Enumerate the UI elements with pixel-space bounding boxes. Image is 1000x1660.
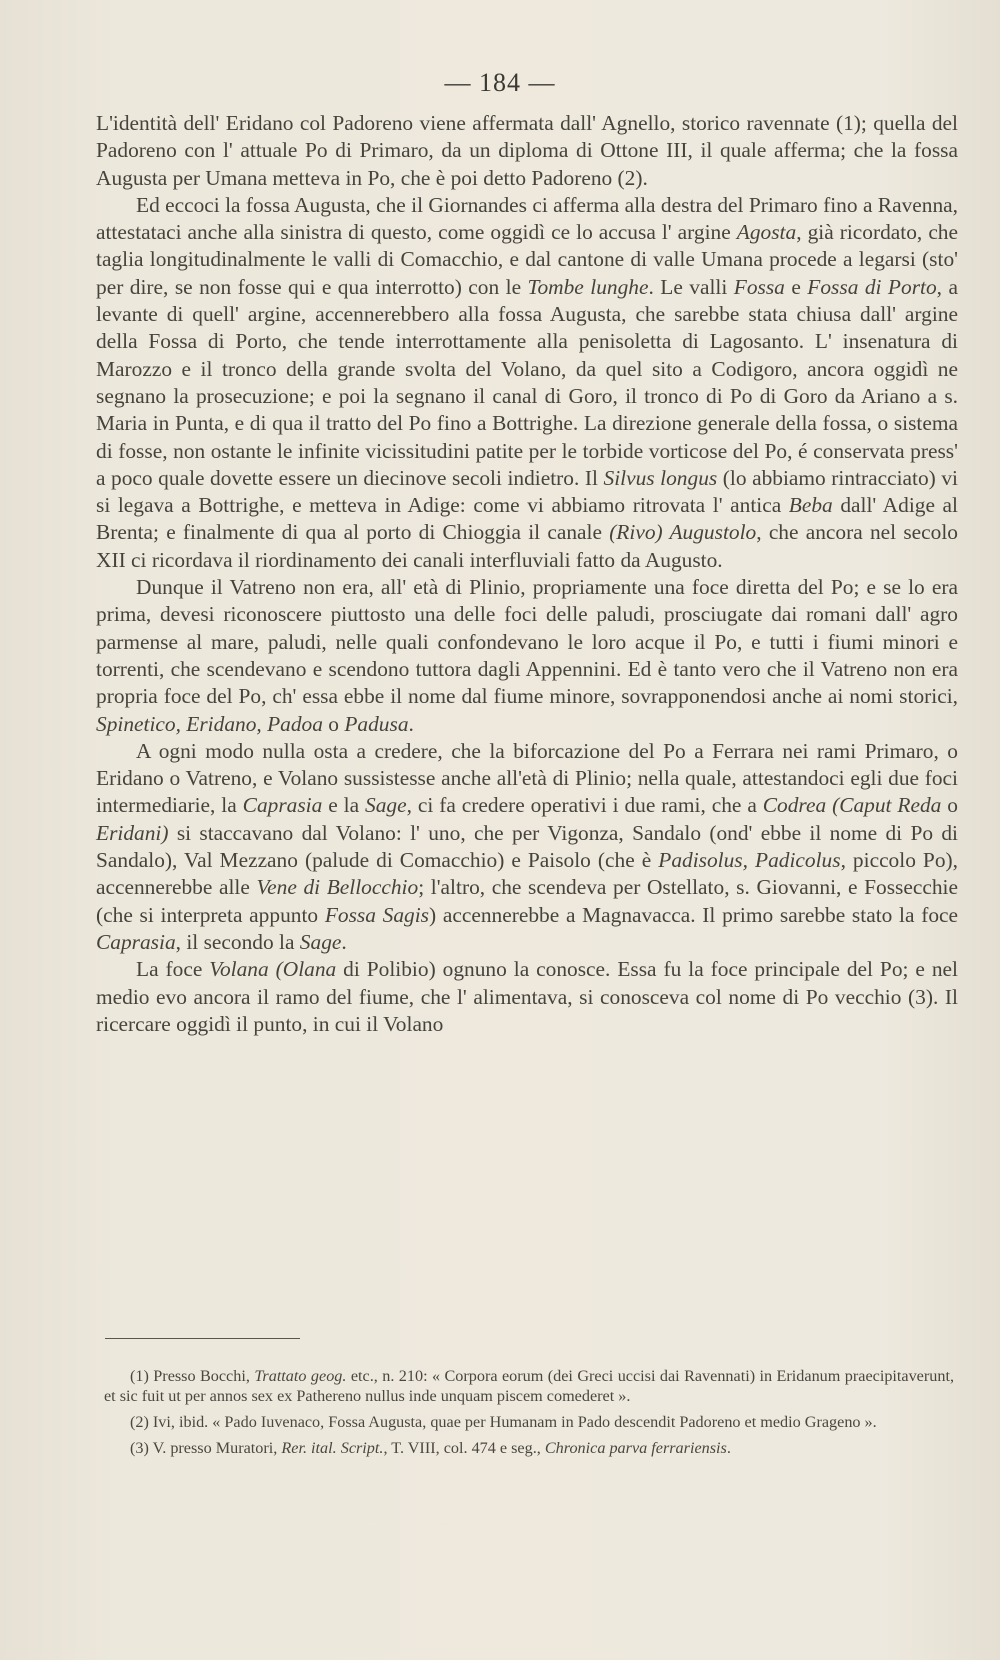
paragraph-2 — [96, 192, 958, 574]
text-run: e — [784, 274, 808, 299]
text-run: ; l'altro, che scendeva per Ostellato, s. Giovanni, e Fossecchie (che si interpreta appunto — [96, 875, 958, 927]
italic-run: Spinetico, Eridano, Padoa — [96, 711, 323, 736]
italic-run: Padusa — [344, 711, 409, 736]
paragraph-1 — [96, 110, 958, 192]
italic-run: Agosta — [736, 220, 797, 245]
footnote-1 — [104, 1366, 954, 1406]
text-run: Ed eccoci la fossa Augusta, che il Giornandes ci afferma alla destra del Primaro fino a Ravenna, attestataci anche alla sinistra di questo, come oggidì ce lo accusa l' argine — [96, 192, 958, 245]
footnotes — [104, 1366, 954, 1464]
text-run: dall' Adige al Brenta; e finalmente di qua al porto di Chioggia il canale — [96, 493, 958, 545]
text-run: (2) Ivi, ibid. « Pado Iuvenaco, Fossa Augusta, quae per Humanam in Pado descendit Padoreno et medio Grageno ». — [130, 1413, 877, 1431]
text-run: , che ancora nel secolo XII ci ricordava il riordinamento dei canali interfluviali fatto da Augusto. — [96, 520, 958, 572]
text-run: o — [941, 793, 958, 818]
text-run: . — [341, 929, 347, 954]
text-run: (lo abbiamo rintracciato) vi si legava a Bottrighe, e metteva in Adige: come vi abbiamo ritrovata l' antica — [96, 465, 958, 518]
italic-run: Caprasia — [96, 929, 176, 954]
text-run: di Polibio) ognuno la conosce. Essa fu la foce principale del Po; e nel medio evo ancora il ramo del fiume, che l' alimentava, si conosceva col nome di Po vecchio (3). Il ricercare oggidì il punto, in cui il Volano — [96, 957, 958, 1036]
text-run: A ogni modo nulla osta a credere, che la biforcazione del Po a Ferrara nei rami Primaro, o Eridano o Vatreno, e Volano sussistesse anche all'età di Plinio; nella quale, attestandoci egli due foci intermediarie, la — [96, 738, 958, 818]
italic-run: Chronica parva ferrariensis — [544, 1439, 727, 1457]
footnote-rule — [105, 1338, 300, 1339]
text-run: si staccavano dal Volano: l' uno, che per Vigonza, Sandalo (ond' ebbe il nome di Po di Sandalo), Val Mezzano (palude di Comacchio) e Paisolo (che è — [96, 820, 958, 873]
text-run: , il secondo la — [175, 929, 300, 954]
paragraph-1-text: L'identità dell' Eridano col Padoreno viene affermata dall' Agnello, storico ravennate (1); quella del Padoreno con l' attuale Po di Primaro, da un diploma di Ottone III, il quale afferma; che la fossa Augusta per Umana metteva in Po, che è poi detto Padoreno (2). — [96, 111, 958, 190]
italic-run: Fossa — [733, 274, 785, 299]
text-run: , già ricordato, che taglia longitudinalmente le valli di Comacchio, e dal cantone di valle Umana procede a legarsi (sto' per dire, se non fosse qui e qua interrotto) con le — [96, 220, 958, 299]
italic-run: Eridani) — [96, 820, 169, 845]
footnote-3 — [104, 1438, 954, 1458]
text-run: , a levante di quell' argine, accennerebbero alla fossa Augusta, che sarebbe stata chiusa dall' argine della Fossa di Porto, che tende interrottamente alla penisoletta di Lagosanto. L' insenatura di Marozzo e il tronco della grande svolta del Volano, da quel sito a Codigoro, ancora oggidì ne segnano la prosecuzione; e poi la segnano il canal di Goro, il tronco di Po di Goro da Ariano a s. Maria in Punta, e di qua il tratto del Po fino a Bottrighe. La direzione generale della fossa, o sistema di fosse, non ostante le infinite vicissitudini patite per le torbide vorticose del Po, é conservata press' a poco quale dovette essere un diecinove secoli indietro. Il — [96, 274, 958, 490]
paragraph-4 — [96, 738, 958, 956]
italic-run: Silvus longus — [603, 465, 718, 490]
text-run: . — [726, 1439, 731, 1457]
italic-run: Padisolus, Padicolus — [658, 848, 841, 873]
page-number: — 184 — — [444, 68, 556, 97]
italic-run: Fossa di Porto — [807, 274, 937, 299]
text-run: e la — [322, 793, 366, 818]
paragraph-3 — [96, 574, 958, 738]
text-run: , piccolo Po), accennerebbe alle — [96, 848, 958, 900]
italic-run: Volana (Olana — [209, 957, 337, 982]
italic-run: Rer. ital. Script. — [281, 1439, 384, 1457]
paragraph-5 — [96, 956, 958, 1038]
italic-run: Codrea (Caput Reda — [762, 793, 942, 818]
italic-run: Tombe lunghe — [527, 274, 649, 299]
italic-run: Beba — [788, 493, 833, 518]
text-run: . — [408, 711, 414, 736]
main-text — [96, 110, 958, 1038]
italic-run: Trattato geog. — [254, 1367, 347, 1385]
text-run: Dunque il Vatreno non era, all' età di Plinio, propriamente una foce diretta del Po; e se lo era prima, devesi riconoscere piuttosto una delle foci delle paludi, prosciugate dai romani dall' agro parmense al mare, paludi, nelle quali confondevano le loro acque il Po, e tutti i fiumi minori e torrenti, che scendevano e scendono tuttora dagli Appennini. Ed è tanto vero che il Vatreno non era propria foce del Po, ch' essa ebbe il nome dal fiume minore, sovrapponendosi anche ai nomi storici, — [96, 575, 958, 709]
italic-run: Vene di Bellocchio — [256, 875, 419, 900]
text-run: , T. VIII, col. 474 e seg., — [383, 1439, 545, 1457]
italic-run: Caprasia — [242, 793, 323, 818]
text-run: ) accennerebbe a Magnavacca. Il primo sarebbe stato la foce — [429, 902, 959, 927]
italic-run: (Rivo) Augustolo — [609, 520, 757, 545]
text-run: , ci fa credere operativi i due rami, che a — [406, 793, 763, 818]
italic-run: Sage — [365, 793, 407, 818]
text-run: o — [322, 711, 345, 736]
footnote-2 — [104, 1412, 954, 1432]
text-run: La foce — [136, 957, 210, 982]
text-run: . Le valli — [648, 274, 734, 299]
italic-run: Fossa Sagis — [324, 902, 430, 927]
italic-run: Sage — [299, 929, 342, 954]
text-run: (1) Presso Bocchi, — [130, 1367, 255, 1385]
text-run: (3) V. presso Muratori, — [130, 1439, 282, 1457]
text-run: etc., n. 210: « Corpora eorum (dei Greci uccisi dai Ravennati) in Eridanum praecipitaverunt, et sic fuit ut per annos sex ex Pathereno nullus inde unquam piscem comederet ». — [104, 1367, 954, 1405]
